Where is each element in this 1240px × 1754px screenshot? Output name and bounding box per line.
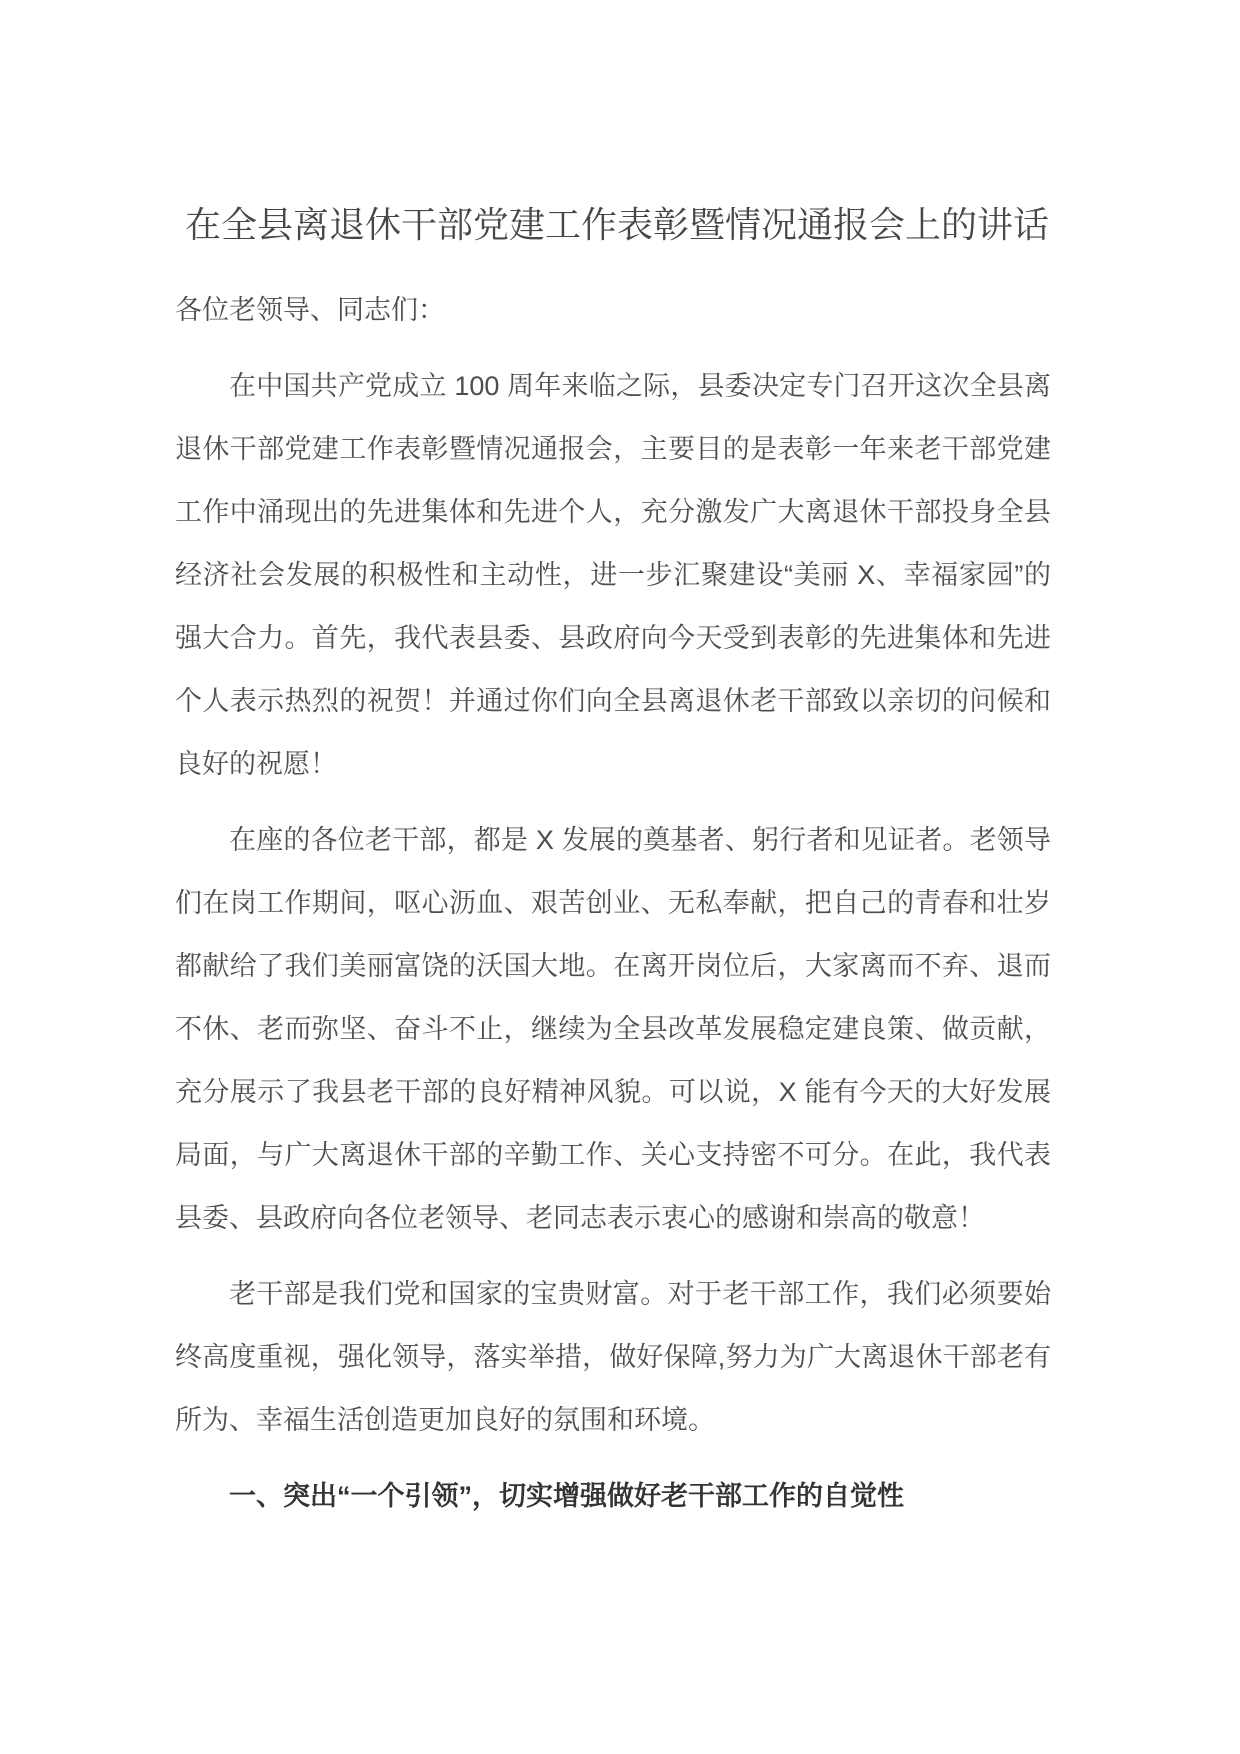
paragraph: 在座的各位老干部，都是 X 发展的奠基者、躬行者和见证者。老领导们在岗工作期间，呕心沥血、艰苦创业、无私奉献，把自己的青春和壮岁都献给了我们美丽富饶的沃国大地。在离开岗位后，大家离而不弃、退而不休、老而弥坚、奋斗不止，继续为全县改革发展稳定建良策、做贡献，充分展示了我县老干部的良好精神风貌。可以说，X 能有今天的大好发展局面，与广大离退休干部的辛勤工作、关心支持密不可分。在此，我代表县委、县政府向各位老领导、老同志表示衷心的感谢和崇高的敬意！ bbox=[175, 825, 1051, 1233]
section-heading: 一、突出“一个引领”，切实增强做好老干部工作的自觉性 bbox=[229, 1481, 904, 1511]
document-title: 在全县离退休干部党建工作表彰暨情况通报会上的讲话 bbox=[185, 204, 1050, 245]
paragraph: 老干部是我们党和国家的宝贵财富。对于老干部工作，我们必须要始终高度重视，强化领导，落实举措，做好保障,努力为广大离退休干部老有所为、幸福生活创造更加良好的氛围和环境。 bbox=[175, 1279, 1051, 1435]
document-page bbox=[175, 193, 1051, 1528]
paragraph: 在中国共产党成立 100 周年来临之际，县委决定专门召开这次全县离退休干部党建工作表彰暨情况通报会，主要目的是表彰一年来老干部党建工作中涌现出的先进集体和先进个人，充分激发广大离退休干部投身全县经济社会发展的积极性和主动性，进一步汇聚建设“美丽 X、幸福家园”的强大合力。首先，我代表县委、县政府向今天受到表彰的先进集体和先进个人表示热烈的祝贺！并通过你们向全县离退休老干部致以亲切的问候和良好的祝愿！ bbox=[175, 371, 1051, 779]
salutation-line: 各位老领导、同志们： bbox=[175, 295, 445, 325]
